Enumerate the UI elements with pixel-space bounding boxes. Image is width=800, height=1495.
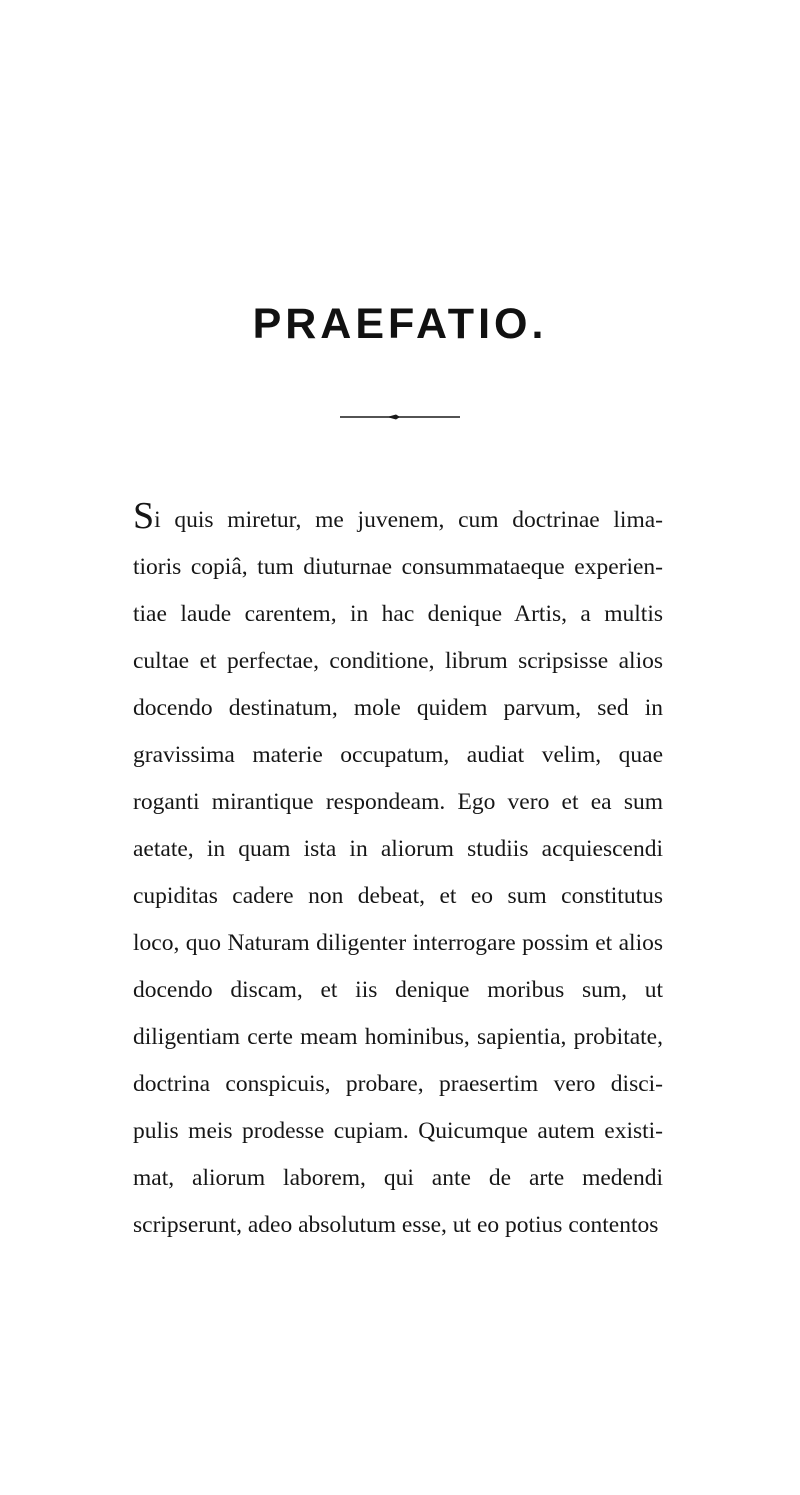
- text-line: roganti mirantique respondeam. Ego vero et ea sum: [133, 789, 663, 815]
- text-line: mat, aliorum laborem, qui ante de arte medendi: [133, 1165, 663, 1191]
- text-line: pulis meis prodesse cupiam. Quicumque autem existi-: [133, 1118, 663, 1144]
- text-line: scripserunt, adeo absolutum esse, ut eo potius contentos: [133, 1212, 659, 1238]
- text-line: cupiditas cadere non debeat, et eo sum constitutus: [133, 883, 663, 909]
- text-line: gravissima materie occupatum, audiat velim, quae: [133, 742, 663, 768]
- text-line: tioris copiâ, tum diuturnae consummataeque experien-: [133, 554, 663, 580]
- text-line: doctrina conspicuis, probare, praesertim vero disci-: [133, 1071, 663, 1097]
- text-line: [133, 497, 663, 544]
- preface-text: [133, 497, 663, 1249]
- text-line-content: i quis miretur, me juvenem, cum doctrinae lima-: [154, 507, 663, 533]
- text-line: aetate, in quam ista in aliorum studiis acquiescendi: [133, 836, 663, 862]
- text-line: loco, quo Naturam diligenter interrogare possim et alios: [133, 930, 663, 956]
- text-line: docendo destinatum, mole quidem parvum, sed in: [133, 695, 663, 721]
- text-line: cultae et perfectae, conditione, librum scripsisse alios: [133, 648, 663, 674]
- text-line: diligentiam certe meam hominibus, sapientia, probitate,: [133, 1024, 663, 1050]
- title-rule-ornament: [340, 413, 460, 421]
- initial-letter: S: [133, 495, 155, 537]
- text-line: docendo discam, et iis denique moribus sum, ut: [133, 977, 663, 1003]
- text-line: tiae laude carentem, in hac denique Artis, a multis: [133, 601, 663, 627]
- page-title: PRAEFATIO.: [252, 300, 548, 348]
